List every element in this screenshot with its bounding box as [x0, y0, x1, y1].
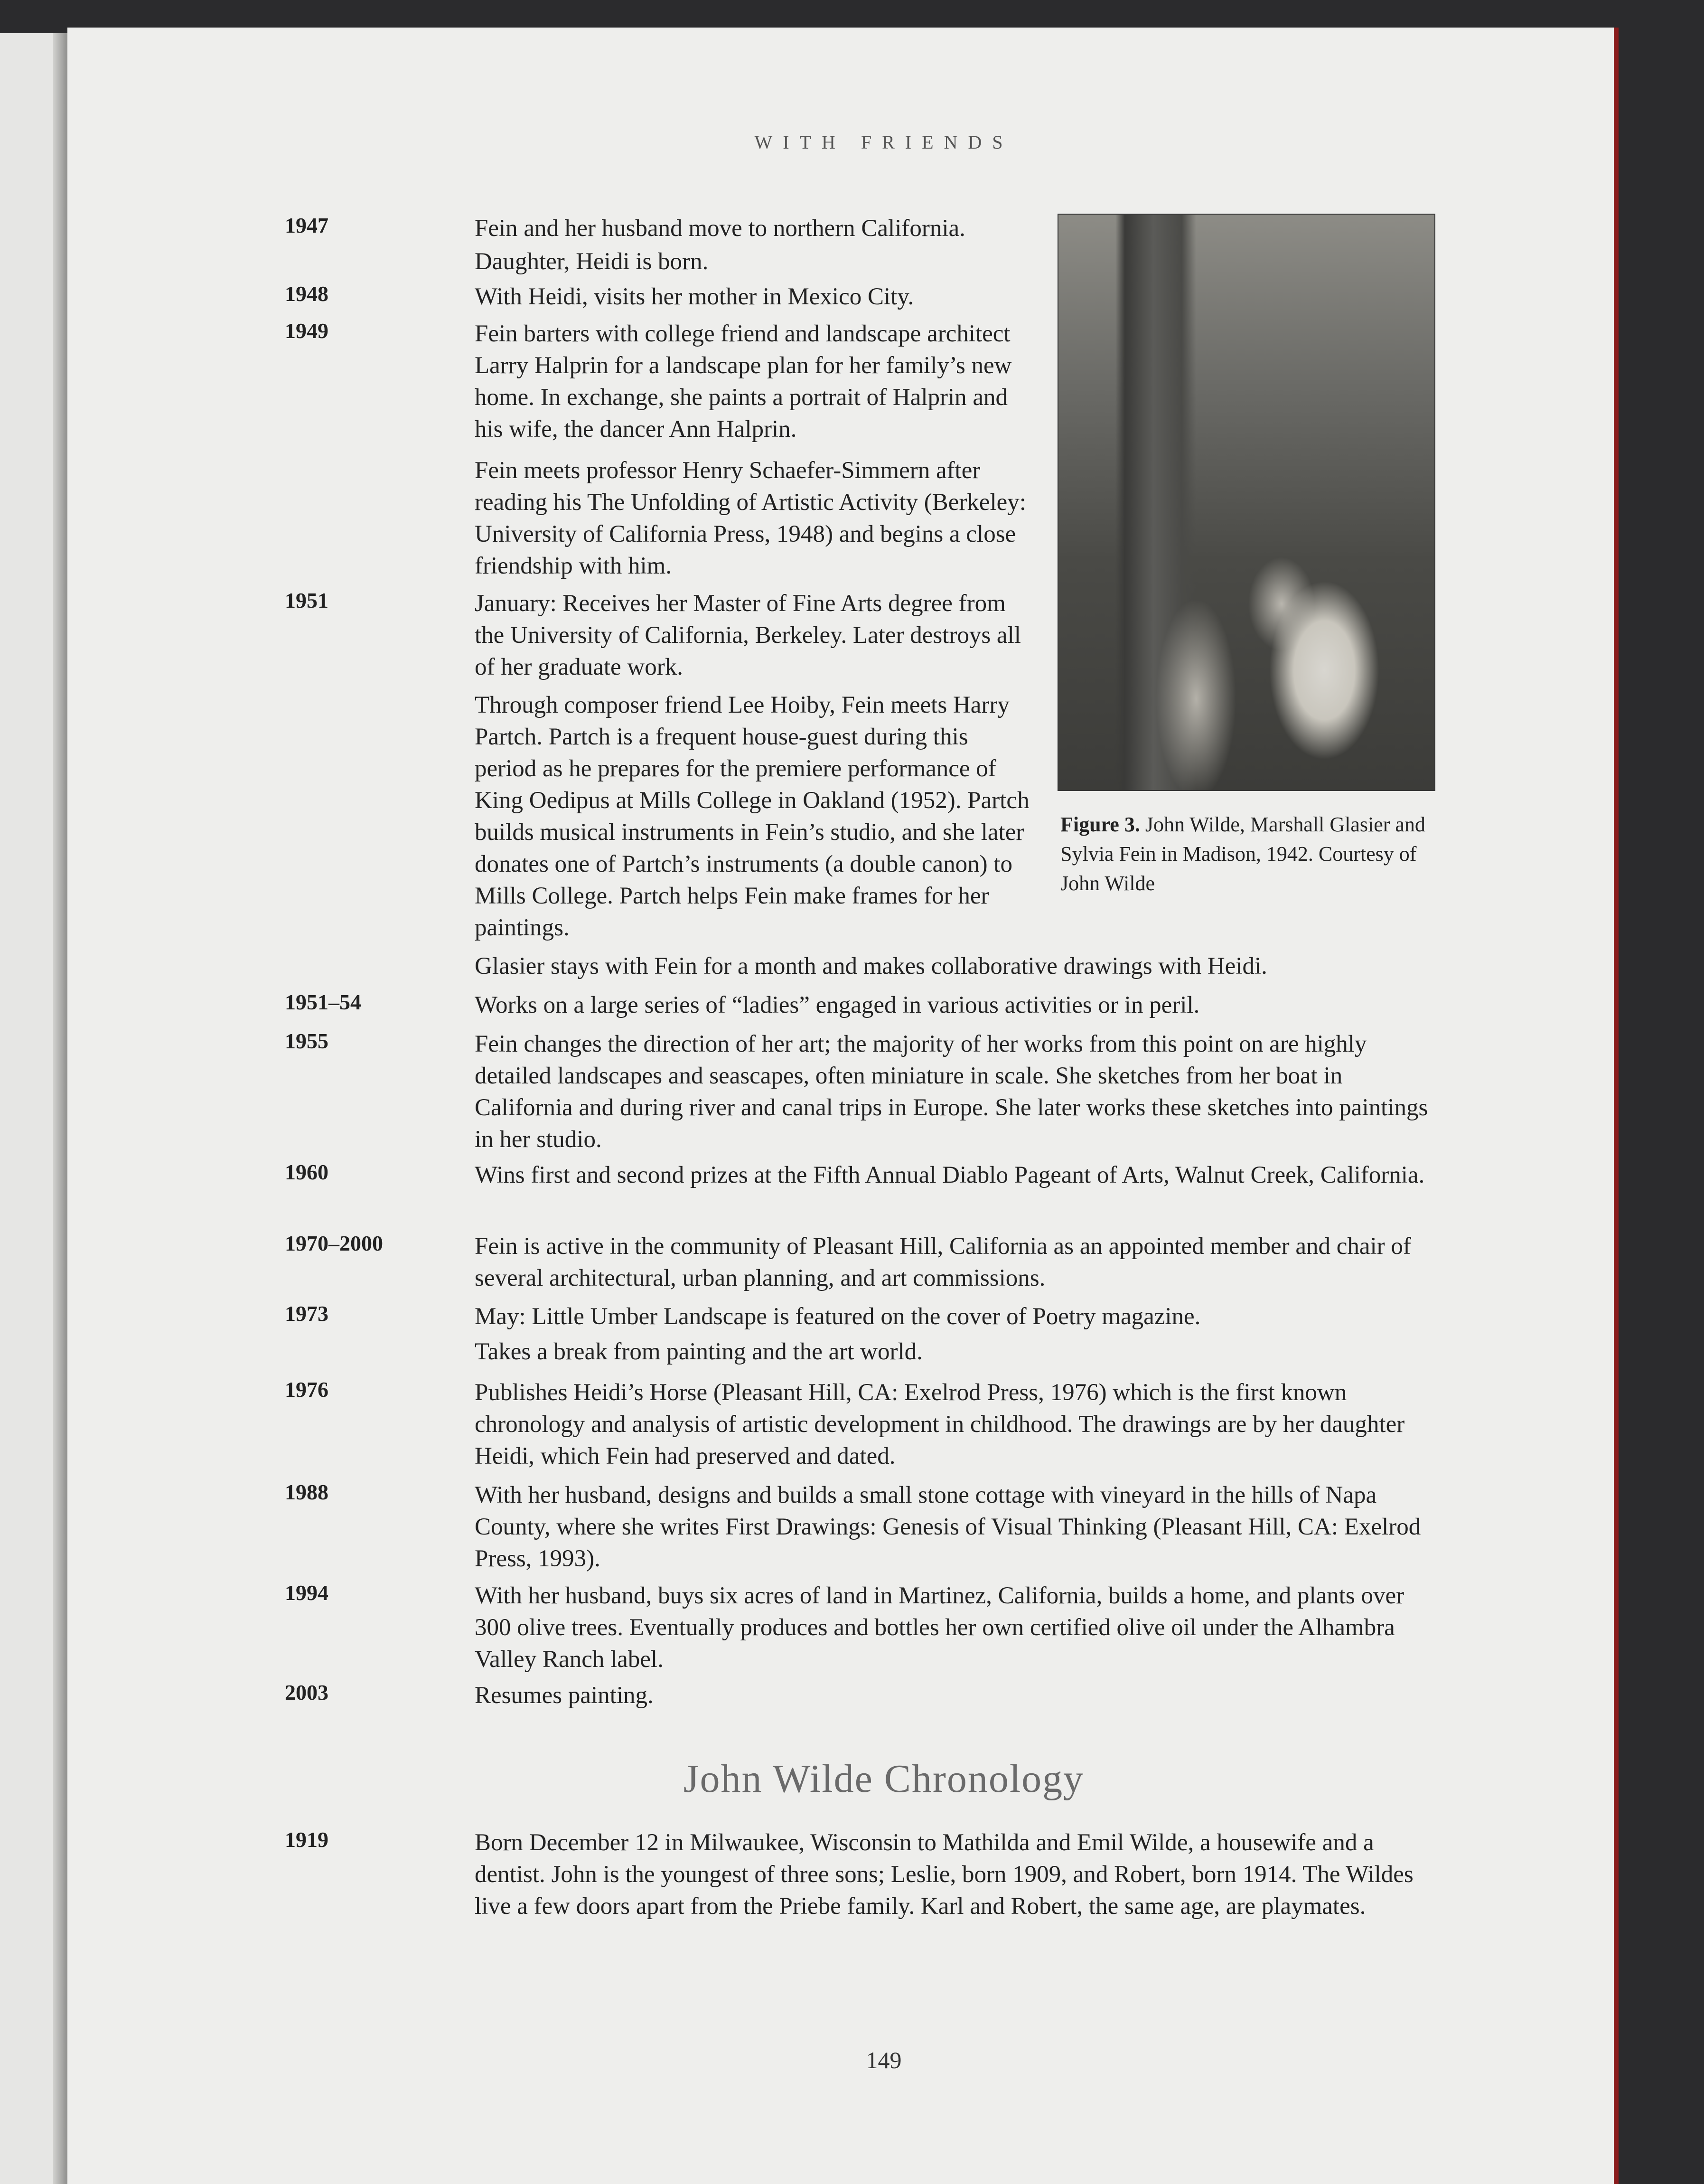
page-number: 149 — [866, 2047, 902, 2073]
entry-text: May: Little Umber Landscape is featured on the cover of Poetry magazine. — [475, 1303, 1201, 1330]
entry-text: Wins first and second prizes at the Fifth Annual Diablo Pageant of Arts, Walnut Creek, California. — [475, 1162, 1425, 1188]
entry-text: Takes a break from painting and the art world. — [475, 1338, 923, 1365]
entry-year: 1949 — [285, 319, 328, 343]
entry-year: 1951–54 — [285, 990, 361, 1014]
entry-year: 1919 — [285, 1827, 328, 1852]
section-title: John Wilde Chronology — [683, 1757, 1085, 1801]
entry-text: With her husband, buys six acres of land in Martinez, California, builds a home, and plants over 300 olive trees. Eventually produces and bottles her own certified olive oil under the Alhambra Valley Ranch label. — [475, 1582, 1404, 1673]
entry-text: With Heidi, visits her mother in Mexico City. — [475, 283, 914, 310]
entry-text: With her husband, designs and builds a small stone cottage with vineyard in the hills of Napa County, where she writes First Drawings: Genesis of Visual Thinking (Pleasant Hill, CA: Exelrod Press, 1993). — [475, 1482, 1421, 1572]
figure-caption — [1060, 810, 1450, 898]
entry-text: Born December 12 in Milwaukee, Wisconsin to Mathilda and Emil Wilde, a housewife and a dentist. John is the youngest of three sons; Leslie, born 1909, and Robert, born 1914. The Wildes live a few doors apart from the Priebe family. Karl and Robert, the same age, are playmates. — [475, 1829, 1414, 1920]
entry-year: 1973 — [285, 1301, 328, 1326]
entry-year: 1948 — [285, 282, 328, 306]
entry-year: 1988 — [285, 1480, 328, 1504]
entry-text: Through composer friend Lee Hoiby, Fein meets Harry Partch. Partch is a frequent house-guest during this period as he prepares for the premiere performance of King Oedipus at Mills College in Oakland (1952). Partch builds musical instruments in Fein’s studio, and she later donates one of Partch’s instruments (a double canon) to Mills College. Partch helps Fein make frames for her paintings. — [475, 692, 1030, 941]
entry-year: 1970–2000 — [285, 1231, 383, 1255]
entry-year: 1994 — [285, 1581, 328, 1605]
entry-text: Publishes Heidi’s Horse (Pleasant Hill, CA: Exelrod Press, 1976) which is the first known chronology and analysis of artistic development in childhood. The drawings are by her daughter Heidi, which Fein had preserved and dated. — [475, 1379, 1405, 1469]
page — [67, 28, 1616, 2184]
entry-year: 1960 — [285, 1160, 328, 1184]
entry-year: 1976 — [285, 1377, 328, 1402]
page-edge — [1614, 28, 1619, 2184]
entry-text: Fein meets professor Henry Schaefer-Simmern after reading his The Unfolding of Artistic Activity (Berkeley: University of California Press, 1948) and begins a close friendship with him. — [475, 457, 1026, 579]
running-head: WITH FRIENDS — [754, 132, 1013, 153]
entry-text: Works on a large series of “ladies” engaged in various activities or in peril. — [475, 992, 1200, 1018]
entry-text: Glasier stays with Fein for a month and makes collaborative drawings with Heidi. — [475, 953, 1267, 979]
entry-text: Resumes painting. — [475, 1682, 654, 1709]
entry-text: Fein is active in the community of Pleasant Hill, California as an appointed member and chair of several architectural, urban planning, and art commissions. — [475, 1233, 1411, 1291]
entry-year: 2003 — [285, 1680, 328, 1704]
entry-text: Fein changes the direction of her art; the majority of her works from this point on are highly detailed landscapes and seascapes, often miniature in scale. She sketches from her boat in California and during river and canal trips in Europe. She later works these sketches into paintings in her studio. — [475, 1031, 1428, 1153]
book-gutter — [53, 33, 67, 2184]
entry-text: Daughter, Heidi is born. — [475, 248, 709, 275]
figure-caption-text: John Wilde, Marshall Glasier and Sylvia Fein in Madison, 1942. Courtesy of John Wilde — [1060, 813, 1425, 895]
entry-year: 1955 — [285, 1029, 328, 1053]
entry-text: Fein barters with college friend and landscape architect Larry Halprin for a landscape plan for her family’s new home. In exchange, she paints a portrait of Halprin and his wife, the dancer Ann Halprin. — [475, 320, 1012, 442]
figure-label: Figure 3. — [1060, 813, 1140, 836]
entry-text: Fein and her husband move to northern California. — [475, 215, 965, 242]
entry-year: 1951 — [285, 588, 328, 612]
figure-photo — [1058, 214, 1435, 791]
entry-text: January: Receives her Master of Fine Arts degree from the University of California, Berkeley. Later destroys all of her graduate work. — [475, 590, 1021, 680]
entry-year: 1947 — [285, 213, 328, 237]
